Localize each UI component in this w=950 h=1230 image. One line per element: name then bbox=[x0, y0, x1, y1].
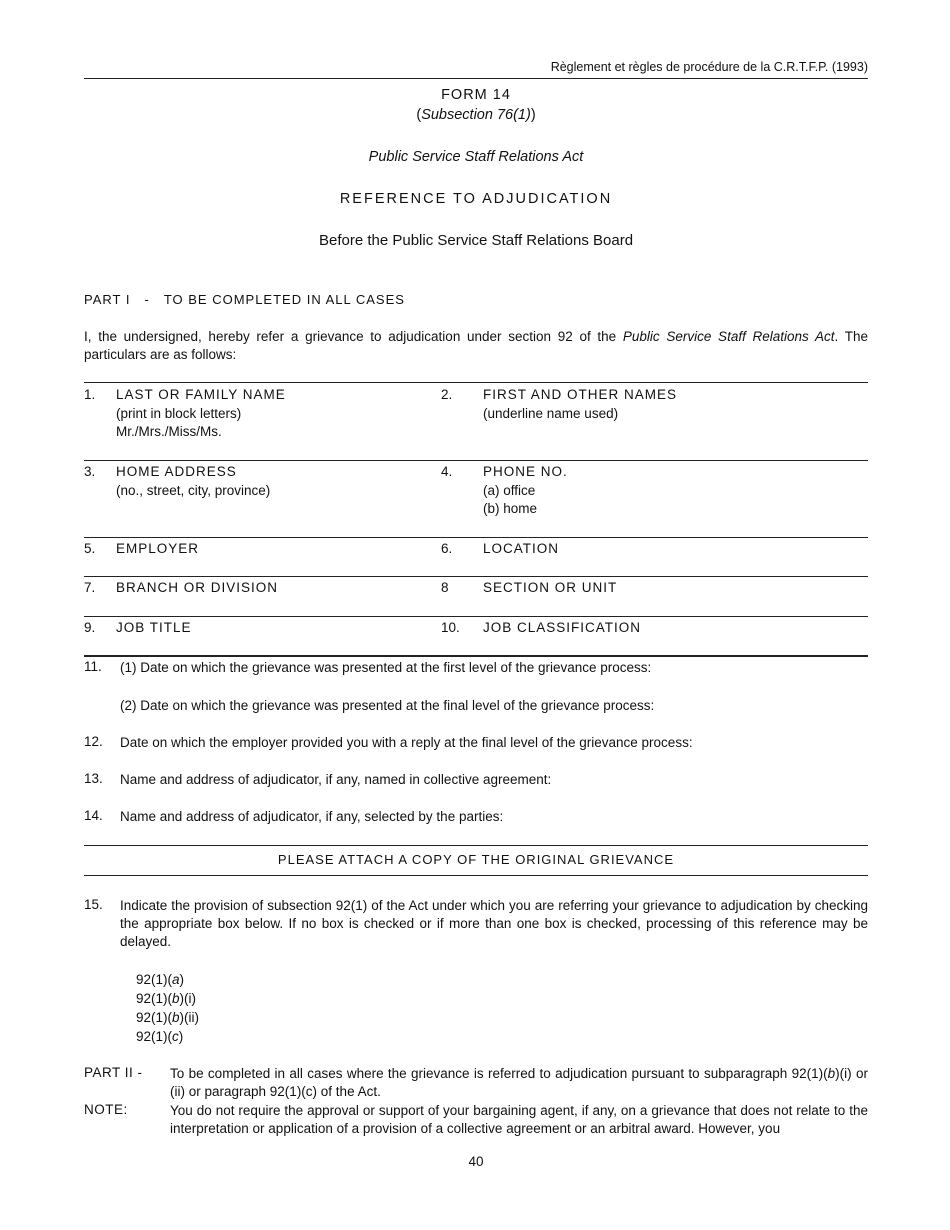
field-branch: BRANCH OR DIVISION bbox=[116, 580, 279, 595]
form-heading: REFERENCE TO ADJUDICATION bbox=[339, 191, 613, 207]
field-phone: PHONE NO. (a) office (b) home bbox=[483, 464, 568, 516]
question-text: Date on which the employer provided you with a reply at the final level of the grievance process: bbox=[120, 735, 693, 750]
option-92-1-a[interactable]: 92(1)(a) bbox=[136, 972, 185, 987]
form-number: FORM 14 bbox=[441, 87, 511, 103]
question-text: (2) Date on which the grievance was presented at the final level of the grievance process: bbox=[120, 698, 655, 713]
note-text: You do not require the approval or support of your bargaining agent, if any, on a grievance that does not relate to the interpretation or application of a provision of a collective agreement or an arbitral award. However, you bbox=[170, 1103, 868, 1136]
part-one-heading: PART I - TO BE COMPLETED IN ALL CASES bbox=[84, 292, 405, 307]
part-two-label: PART II - bbox=[84, 1065, 143, 1080]
field-location: LOCATION bbox=[483, 541, 560, 556]
field-number: 9. bbox=[84, 620, 96, 635]
option-92-1-b-i[interactable]: 92(1)(b)(i) bbox=[136, 991, 197, 1006]
option-92-1-c[interactable]: 92(1)(c) bbox=[136, 1029, 184, 1044]
grid-rule bbox=[84, 460, 868, 461]
grid-rule bbox=[84, 537, 868, 538]
field-employer: EMPLOYER bbox=[116, 541, 200, 556]
field-home-address: HOME ADDRESS (no., street, city, province) bbox=[116, 464, 271, 498]
field-number: 10. bbox=[441, 620, 460, 635]
question-number: 12. bbox=[84, 734, 103, 749]
question-text: (1) Date on which the grievance was presented at the first level of the grievance process: bbox=[120, 660, 652, 675]
grid-rule bbox=[84, 616, 868, 617]
field-number: 5. bbox=[84, 541, 96, 556]
field-section: SECTION OR UNIT bbox=[483, 580, 618, 595]
field-job-title: JOB TITLE bbox=[116, 620, 192, 635]
question-number: 15. bbox=[84, 897, 103, 912]
question-number: 11. bbox=[84, 659, 102, 674]
field-first-names: FIRST AND OTHER NAMES (underline name used) bbox=[483, 387, 678, 421]
field-number: 7. bbox=[84, 580, 96, 595]
notice-rule bbox=[84, 875, 868, 876]
field-number: 6. bbox=[441, 541, 453, 556]
question-number: 13. bbox=[84, 771, 103, 786]
notice-rule bbox=[84, 845, 868, 846]
part-two-text: To be completed in all cases where the grievance is referred to adjudication pursuant to subparagraph 92(1)(b)(i) or (ii) or paragraph 92(1)(c) of the Act. bbox=[170, 1066, 868, 1099]
question-text: Name and address of adjudicator, if any, selected by the parties: bbox=[120, 809, 504, 824]
field-number: 4. bbox=[441, 464, 453, 479]
page-number: 40 bbox=[468, 1154, 484, 1169]
board-name: Before the Public Service Staff Relations Board bbox=[318, 232, 634, 249]
grid-rule bbox=[84, 382, 868, 383]
subsection-reference: (Subsection 76(1)) bbox=[416, 107, 536, 123]
question-text: Name and address of adjudicator, if any, named in collective agreement: bbox=[120, 772, 552, 787]
question-text: Indicate the provision of subsection 92(1) of the Act under which you are referring your grievance to adjudication by checking the appropriate box below. If no box is checked or if more than one box is checked, processing of this reference may be delayed. bbox=[120, 898, 868, 949]
running-header: Règlement et règles de procédure de la C.R.T.F.P. (1993) bbox=[550, 60, 868, 74]
note-label: NOTE: bbox=[84, 1102, 128, 1117]
part-one-intro: I, the undersigned, hereby refer a grievance to adjudication under section 92 of the Public Service Staff Relations Act. The particulars are as follows: bbox=[84, 329, 868, 362]
header-rule bbox=[84, 78, 868, 79]
field-last-name: LAST OR FAMILY NAME (print in block letters) Mr./Mrs./Miss/Ms. bbox=[116, 387, 286, 439]
field-number: 8 bbox=[441, 580, 449, 595]
attach-notice: PLEASE ATTACH A COPY OF THE ORIGINAL GRIEVANCE bbox=[277, 852, 675, 867]
field-number: 3. bbox=[84, 464, 96, 479]
option-92-1-b-ii[interactable]: 92(1)(b)(ii) bbox=[136, 1010, 200, 1025]
question-number: 14. bbox=[84, 808, 103, 823]
grid-rule bbox=[84, 576, 868, 577]
grid-rule bbox=[84, 655, 868, 657]
field-number: 1. bbox=[84, 387, 96, 402]
field-job-classification: JOB CLASSIFICATION bbox=[483, 620, 642, 635]
field-number: 2. bbox=[441, 387, 453, 402]
act-name: Public Service Staff Relations Act bbox=[368, 149, 584, 165]
